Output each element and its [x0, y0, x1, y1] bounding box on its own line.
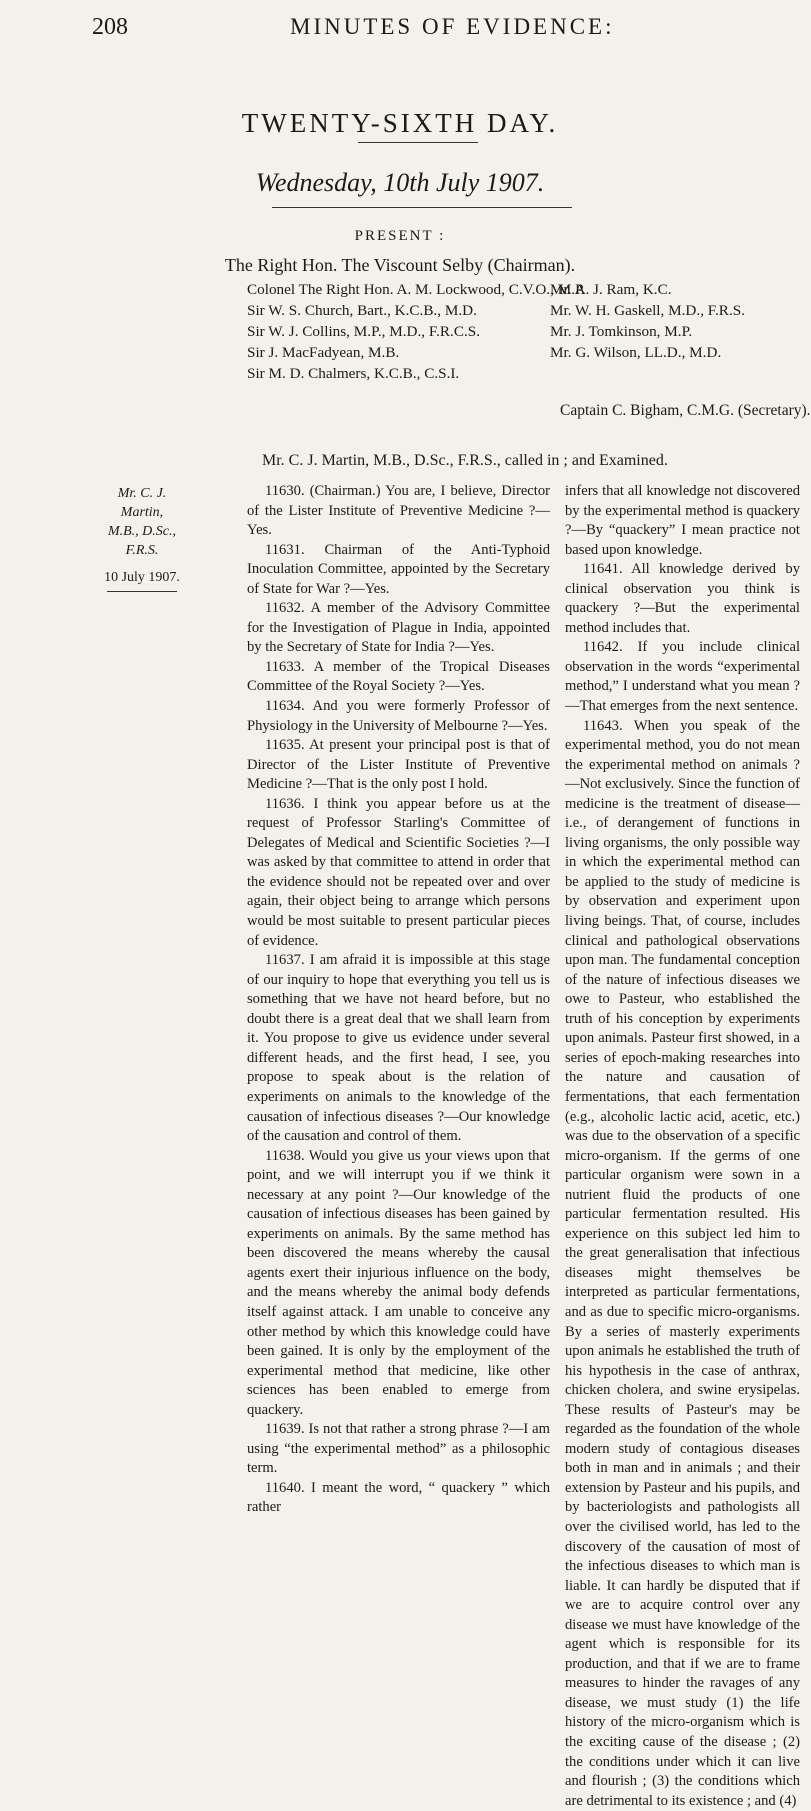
day-title: TWENTY-SIXTH DAY.	[241, 108, 559, 138]
question-paragraph: 11632. A member of the Advisory Committee for the Investigation of Plague in India, appointed by the Secretary of State for India ?—Yes.	[247, 600, 550, 656]
left-column	[247, 482, 550, 1518]
member-entry: Sir J. MacFadyean, M.B.	[247, 344, 400, 361]
date-line: Wednesday, 10th July 1907.	[255, 168, 545, 197]
title-divider	[358, 142, 478, 143]
margin-note-divider	[107, 591, 177, 592]
question-paragraph: 11641. All knowledge derived by clinical observation you think is quackery ?—But the experimental method includes that.	[565, 561, 800, 636]
question-paragraph: 11634. And you were formerly Professor of Physiology in the University of Melbourne ?—Yes.	[247, 698, 550, 734]
question-paragraph: 11635. At present your principal post is that of Director of the Lister Institute of Preventive Medicine ?—That is the only post I hold.	[247, 737, 550, 793]
member-entry: Mr. W. H. Gaskell, M.D., F.R.S.	[550, 302, 745, 319]
members-left-list	[247, 279, 586, 384]
question-paragraph: 11637. I am afraid it is impossible at this stage of our inquiry to hope that everything you tell us is something that we have not heard before, but no doubt there is a great deal that we shall learn from it. You propose to give us evidence under several different heads, and the first head, I see, you propose to speak about is the relation of experiments on animals to the knowledge of the causation of infectious diseases ?—Our knowledge of the causation and control of them.	[247, 952, 550, 1145]
chairman-line: The Right Hon. The Viscount Selby (Chairman).	[224, 255, 576, 275]
right-column	[565, 482, 800, 1809]
page-number: 208	[92, 14, 128, 40]
member-entry: Sir W. S. Church, Bart., K.C.B., M.D.	[247, 302, 477, 319]
margin-note-date: 10 July 1907.	[104, 570, 180, 585]
question-paragraph: 11639. Is not that rather a strong phrase ?—I am using “the experimental method” as a philosophic term.	[247, 1421, 550, 1477]
running-title: MINUTES OF EVIDENCE:	[290, 14, 615, 39]
date-divider	[272, 207, 572, 208]
margin-note-line: Martin,	[120, 505, 164, 520]
members-right-list	[550, 279, 800, 363]
present-label: PRESENT :	[354, 228, 446, 244]
margin-note-line: M.B., D.Sc.,	[107, 524, 177, 539]
margin-note-line: Mr. C. J.	[117, 486, 167, 501]
question-paragraph: 11631. Chairman of the Anti-Typhoid Inoculation Committee, appointed by the Secretary of State for War ?—Yes.	[247, 541, 550, 597]
question-paragraph: 11630. (Chairman.) You are, I believe, Director of the Lister Institute of Preventive Medicine ?—Yes.	[247, 483, 550, 539]
margin-note-line: F.R.S.	[125, 543, 159, 558]
question-paragraph: 11640. I meant the word, “ quackery ” which rather	[247, 1479, 550, 1516]
page-header	[0, 14, 800, 54]
member-entry: Colonel The Right Hon. A. M. Lockwood, C.V.O., M.P.	[247, 281, 586, 298]
member-entry: Sir W. J. Collins, M.P., M.D., F.R.C.S.	[247, 323, 480, 340]
margin-note	[92, 484, 192, 592]
question-paragraph: 11642. If you include clinical observation in the words “experimental method,” I understand what you mean ?—That emerges from the next sentence.	[565, 639, 800, 715]
member-entry: Mr. J. Tomkinson, M.P.	[550, 323, 693, 340]
witness-line: Mr. C. J. Martin, M.B., D.Sc., F.R.S., called in ; and Examined.	[262, 452, 668, 469]
question-paragraph: 11633. A member of the Tropical Diseases Committee of the Royal Society ?—Yes.	[247, 658, 550, 695]
member-entry: Sir M. D. Chalmers, K.C.B., C.S.I.	[247, 365, 460, 382]
continued-paragraph: infers that all knowledge not discovered by the experimental method is quackery ?—By “quackery” I mean practice not based upon knowledge.	[565, 483, 800, 558]
question-paragraph: 11636. I think you appear before us at the request of Professor Starling's Committee of Delegates of Medical and Scientific Societies ?—I was asked by that committee to attend in order that the evidence should not be repeated over and over again, their object being to arrange which persons would be most suitable to present particular pieces of evidence.	[247, 795, 550, 949]
question-paragraph: 11638. Would you give us your views upon that point, and we will interrupt you if we think it necessary at any point ?—Our knowledge of the causation of infectious diseases has been gained by experiments on animals. By the same method has been discovered the means whereby the causal agents exert their injurious influence on the body, and the means whereby the animal body defends itself against attack. I am unable to conceive any other method by which this knowledge could have been gained. It is only by the employment of the experimental method that medicine, like other sciences has been enabled to emerge from quackery.	[247, 1147, 550, 1418]
member-entry: Mr. G. Wilson, LL.D., M.D.	[550, 344, 722, 361]
secretary-line: Captain C. Bigham, C.M.G. (Secretary).	[560, 402, 811, 419]
question-paragraph: 11643. When you speak of the experimental method, you do not mean the experimental method on animals ?—Not exclusively. Since the function of medicine is the treatment of disease—i.e., of derangement of functions in living organisms, the only possible way in which the experimental method can be applied to the study of medicine is by observation and experiment upon living beings. That, of course, includes clinical and pathological observations upon man. The fundamental conception of the nature of infectious diseases we owe to Pasteur, who established the truth of his conception by experiments upon animals. Pasteur first showed, in a series of epoch-making researches into the nature and causation of fermentations, that each fermentation (e.g., alcoholic lactic acid, acetic, etc.) was due to the observation of a specific micro-organism. If the germs of one particular organism were sown in a nutrient fluid the products of one particular fermentation resulted. His experience on this subject led him to the great generalisation that infectious diseases might themselves be interpreted as particular fermentations, and as due to specific micro-organisms. By a series of masterly experiments upon animals he established the truth of his hypothesis in the case of anthrax, chicken cholera, and swine erysipelas. These results of Pasteur's may be regarded as the foundation of the whole modern study of contagious diseases both in man and in animals ; and their extension by Pasteur and his pupils, and by bacteriologists and pathologists all over the civilised world, has led to the discovery of the causation of most of the infectious diseases to which man is liable. It can hardly be disputed that if we are to acquire control over any disease we must have knowledge of the agent which is responsible for its production, and that if we are to frame measures to hinder the ravages of any disease, we must study (1) the life history of the micro-organism which is the exciting cause of the disease ; (2) the conditions under which it can live and flourish ; (3) the conditions which are detrimental to its existence ; and (4)	[565, 717, 800, 1809]
member-entry: Mr. A. J. Ram, K.C.	[550, 281, 672, 298]
